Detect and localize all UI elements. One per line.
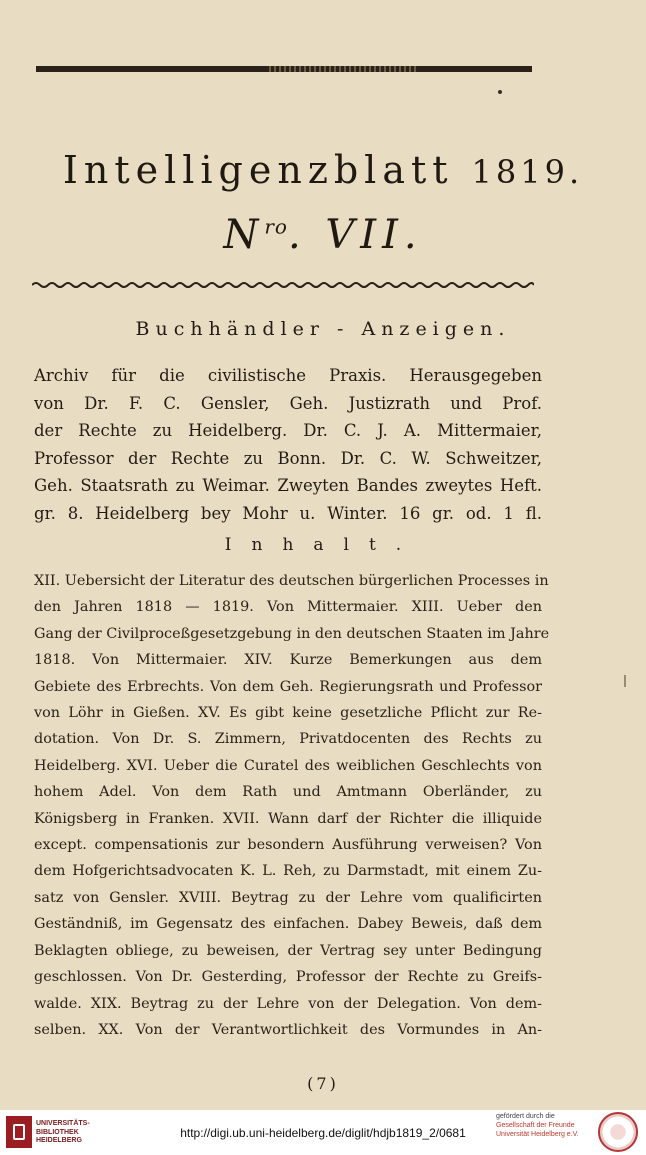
body-line: hohem Adel. Von dem Rath und Amtmann Oberländer, zu [34, 784, 542, 801]
page-title [0, 148, 646, 192]
top-decorative-rule [36, 66, 532, 72]
library-name-line: BIBLIOTHEK [36, 1128, 79, 1136]
society-name-line: Universität Heidelberg e.V. [496, 1131, 579, 1138]
body-line: dotation. Von Dr. S. Zimmern, Privatdocenten des Rechts zu [34, 731, 542, 748]
notice-line: der Rechte zu Heidelberg. Dr. C. J. A. Mittermaier, [34, 421, 542, 440]
notice-line: Professor der Rechte zu Bonn. Dr. C. W. Schweitzer, [34, 448, 542, 468]
margin-mark [624, 675, 626, 687]
body-line: satz von Gensler. XVIII. Beytrag zu der Lehre vom qualificirten [34, 889, 542, 906]
body-line: von Löhr in Gießen. XV. Es gibt keine gesetzliche Pflicht zur Re- [34, 705, 542, 722]
body-line: Beklagten obliege, zu beweisen, der Vertrag sey unter Bedingung [34, 942, 542, 959]
permalink-url[interactable]: http://digi.ub.uni-heidelberg.de/diglit/hdjb1819_2/0681 [180, 1126, 466, 1140]
body-line: 1818. Von Mittermaier. XIV. Kurze Bemerkungen aus dem [34, 652, 542, 669]
body-line: Geständniß, im Gegensatz des einfachen. Dabey Beweis, daß dem [34, 916, 542, 933]
wavy-divider [32, 280, 534, 290]
body-line: Gang der Civilproceßgesetzgebung in den deutschen Staaten im Jahre [34, 625, 550, 642]
body-line: Königsberg in Franken. XVII. Wann darf der Richter die illiquide [34, 810, 542, 827]
body-line: except. compensationis zur besondern Ausführung verweisen? Von [34, 837, 542, 854]
book-notice [34, 362, 542, 527]
contents-heading: Inhalt. [224, 535, 422, 555]
body-line: Heidelberg. XVI. Ueber die Curatel des weiblichen Geschlechts von [34, 757, 542, 774]
body-line: geschlossen. Von Dr. Gesterding, Professor der Rechte zu Greifs- [34, 969, 542, 986]
issue-number-sup: ro [264, 214, 288, 239]
notice-line: Geh. Staatsrath zu Weimar. Zweyten Bandes zweytes Heft. [34, 476, 542, 495]
page-number: (7) [307, 1074, 339, 1093]
funded-by-label: gefördert durch die [496, 1113, 555, 1120]
library-name-line: HEIDELBERG [36, 1137, 82, 1144]
body-line: dem Hofgerichtsadvocaten K. L. Reh, zu Darmstadt, mit einem Zu- [34, 863, 542, 880]
footer-bar [0, 1110, 646, 1155]
issue-number-value: . VII. [287, 212, 423, 258]
title-year: 1819. [471, 153, 584, 191]
society-name-line: Gesellschaft der Freunde [496, 1122, 575, 1129]
body-line: den Jahren 1818 — 1819. Von Mittermaier. XIII. Ueber den [34, 599, 542, 616]
issue-number [0, 212, 646, 258]
ink-dot [498, 90, 502, 94]
section-heading: Buchhändler - Anzeigen. [135, 318, 511, 340]
notice-line: von Dr. F. C. Gensler, Geh. Justizrath und Prof. [34, 393, 542, 413]
sponsor-text[interactable] [496, 1112, 579, 1139]
body-line: walde. XIX. Beytrag zu der Lehre von der Delegation. Von dem- [34, 995, 542, 1012]
title-text: Intelligenzblatt [62, 148, 454, 192]
library-name-line: UNIVERSITÄTS- [36, 1120, 90, 1127]
university-seal-icon[interactable] [598, 1112, 638, 1152]
body-line: Gebiete des Erbrechts. Von dem Geh. Regierungsrath und Professor [34, 678, 542, 695]
body-line: XII. Uebersicht der Literatur des deutschen bürgerlichen Processes in [34, 573, 549, 589]
notice-line: Archiv für die civilistische Praxis. Herausgegeben [34, 366, 542, 385]
notice-line: gr. 8. Heidelberg bey Mohr u. Winter. 16 gr. od. 1 fl. [34, 503, 542, 523]
body-line: selben. XX. Von der Verantwortlichkeit des Vormundes in An- [34, 1021, 542, 1038]
issue-number-prefix: N [223, 212, 265, 258]
contents-body [34, 568, 550, 1043]
